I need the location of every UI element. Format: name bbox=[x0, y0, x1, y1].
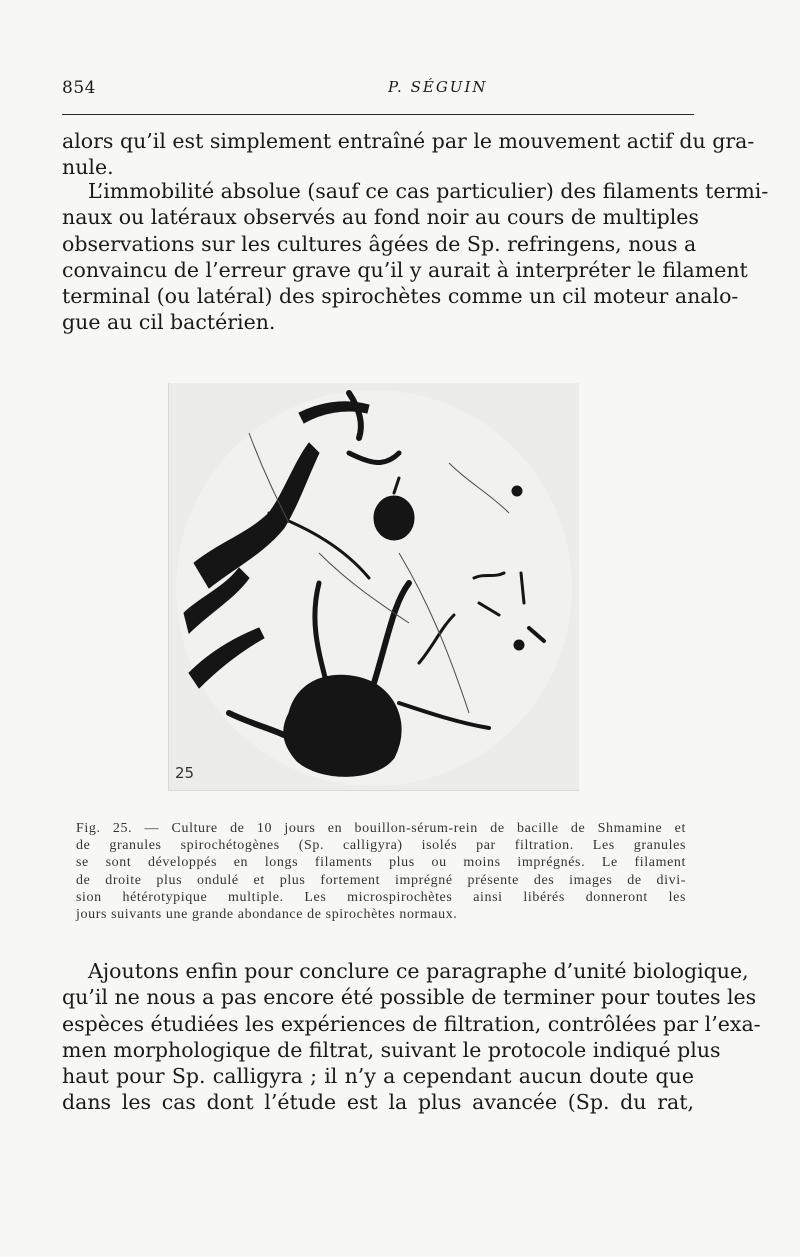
paragraph-3 bbox=[62, 958, 761, 1116]
text-line: terminal (ou latéral) des spirochètes comme un cil moteur analo- bbox=[62, 284, 739, 309]
text-line: L’immobilité absolue (sauf ce cas particulier) des filaments termi- bbox=[88, 179, 769, 203]
text-line: naux ou latéraux observés au fond noir au cours de multiples bbox=[62, 205, 699, 230]
paragraph-2 bbox=[62, 178, 769, 336]
caption-line: de droite plus ondulé et plus fortement imprégné présente des images de divi- bbox=[76, 872, 686, 888]
caption-line: de granules spirochétogènes (Sp. calligyra) isolés par filtration. Les granules bbox=[76, 838, 686, 854]
figure-micrograph bbox=[168, 383, 579, 791]
text-line: observations sur les cultures âgées de Sp. refringens, nous a bbox=[62, 231, 697, 256]
paragraph-1 bbox=[62, 128, 755, 181]
text-line: Ajoutons enfin pour conclure ce paragraphe d’unité biologique, bbox=[88, 959, 749, 983]
header-rule bbox=[62, 114, 694, 115]
text-line: haut pour Sp. calligyra ; il n’y a cependant aucun doute que bbox=[62, 1064, 694, 1089]
caption-line: se sont développés en longs filaments plus ou moins imprégnés. Le filament bbox=[76, 855, 686, 871]
running-head: P. SÉGUIN bbox=[388, 78, 488, 96]
text-line: qu’il ne nous a pas encore été possible de terminer pour toutes les bbox=[62, 985, 757, 1010]
figure-caption bbox=[76, 820, 686, 923]
micrograph-image bbox=[169, 383, 579, 790]
text-line: espèces étudiées les expériences de filtration, contrôlées par l’exa- bbox=[62, 1011, 761, 1036]
page-header bbox=[62, 78, 694, 108]
text-line: dans les cas dont l’étude est la plus avancée (Sp. du rat, bbox=[62, 1090, 694, 1115]
text-line: men morphologique de filtrat, suivant le protocole indiqué plus bbox=[62, 1037, 721, 1062]
text-line: gue au cil bactérien. bbox=[62, 310, 276, 335]
figure-number: 25 bbox=[175, 764, 195, 782]
caption-line: jours suivants une grande abondance de spirochètes normaux. bbox=[76, 907, 458, 923]
text-line: convaincu de l’erreur grave qu’il y aurait à interpréter le filament bbox=[62, 257, 748, 282]
caption-line: sion hétérotypique multiple. Les microspirochètes ainsi libérés donneront les bbox=[76, 889, 686, 905]
text-line: alors qu’il est simplement entraîné par le mouvement actif du gra- bbox=[62, 129, 755, 153]
caption-line: Fig. 25. — Culture de 10 jours en bouillon-sérum-rein de bacille de Shmamine et bbox=[76, 821, 686, 836]
text-line: nule. bbox=[62, 155, 114, 180]
page-number: 854 bbox=[62, 78, 96, 98]
